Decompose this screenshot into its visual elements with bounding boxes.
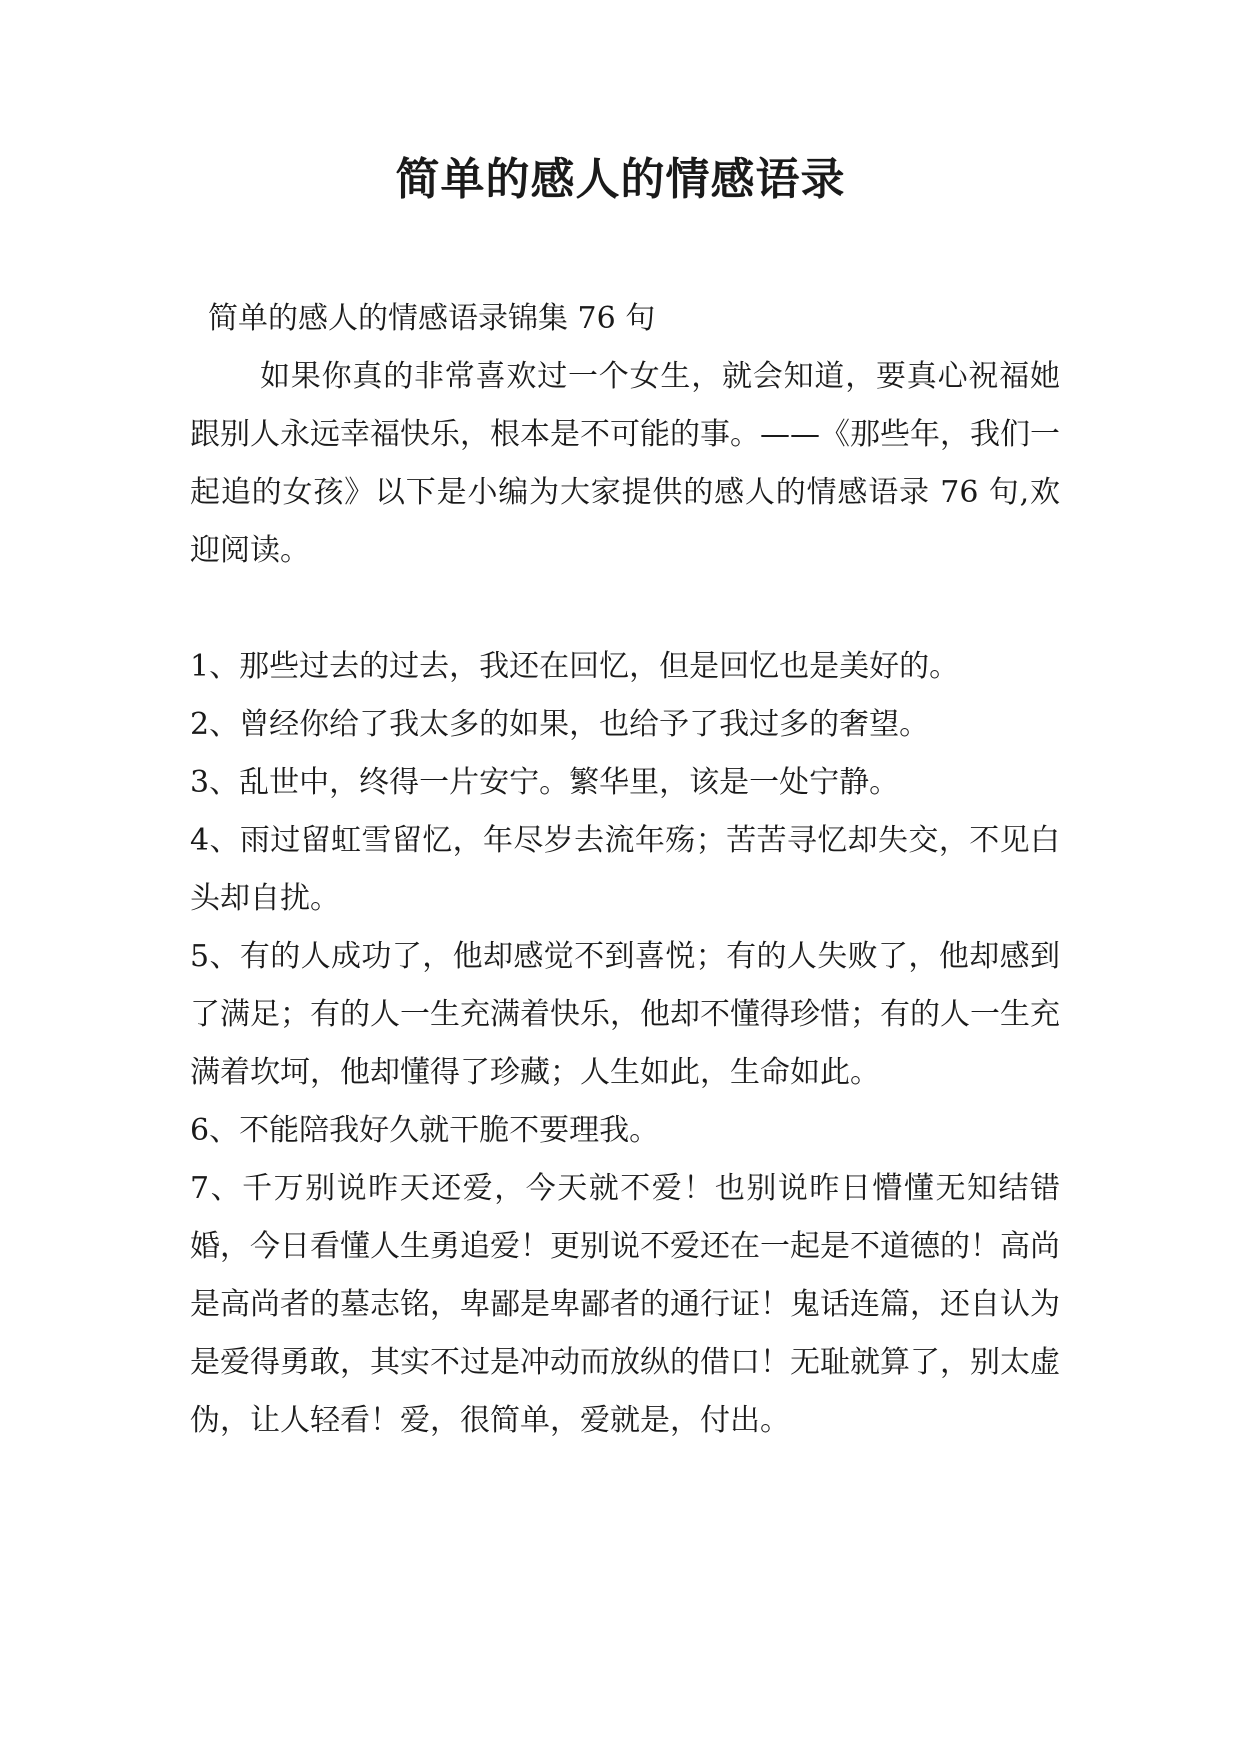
list-item: 2、曾经你给了我太多的如果，也给予了我过多的奢望。	[190, 707, 930, 742]
document-subtitle: 简单的感人的情感语录锦集 76 句	[208, 301, 656, 336]
list-item: 3、乱世中，终得一片安宁。繁华里，该是一处宁静。	[190, 765, 900, 800]
document-body	[190, 290, 1060, 1450]
document-title: 简单的感人的情感语录	[395, 154, 846, 205]
list-item: 1、那些过去的过去，我还在回忆，但是回忆也是美好的。	[190, 649, 960, 684]
list-item: 7、千万别说昨天还爱，今天就不爱！也别说昨日懵懂无知结错婚，今日看懂人生勇追爱！更别说不爱还在一起是不道德的！高尚是高尚者的墓志铭，卑鄙是卑鄙者的通行证！鬼话连篇，还自认为是爱得勇敢，其实不过是冲动而放纵的借口！无耻就算了，别太虚伪，让人轻看！爱，很简单，爱就是，付出。	[190, 1171, 1060, 1438]
paragraph-spacer	[190, 580, 1060, 638]
list-item: 4、雨过留虹雪留忆，年尽岁去流年殇；苦苦寻忆却失交，不见白头却自扰。	[190, 823, 1060, 916]
quote-list	[190, 638, 1060, 1450]
list-item: 6、不能陪我好久就干脆不要理我。	[190, 1113, 660, 1148]
intro-paragraph: 如果你真的非常喜欢过一个女生，就会知道，要真心祝福她跟别人永远幸福快乐，根本是不可能的事。——《那些年，我们一起追的女孩》以下是小编为大家提供的感人的情感语录 76 句,欢迎阅读。	[190, 359, 1060, 568]
list-item: 5、有的人成功了，他却感觉不到喜悦；有的人失败了，他却感到了满足；有的人一生充满着快乐，他却不懂得珍惜；有的人一生充满着坎坷，他却懂得了珍藏；人生如此，生命如此。	[190, 939, 1060, 1090]
